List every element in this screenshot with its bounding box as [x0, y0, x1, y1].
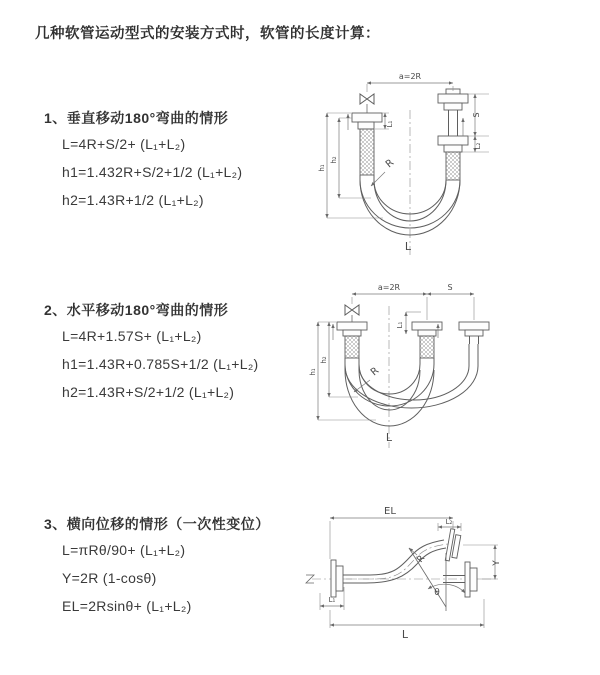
radius-leader: [354, 380, 370, 392]
h2-label: h₂: [330, 156, 338, 164]
section-3-formula-el: EL=2Rsinθ+ (L₁+L₂): [62, 598, 192, 614]
length-label: L: [385, 431, 393, 444]
span-label: a=2R: [398, 72, 422, 81]
length-label: L: [401, 628, 409, 641]
radius-label: R: [383, 157, 397, 171]
span-label: a=2R: [377, 283, 401, 292]
radius-label: R: [368, 365, 382, 379]
fit-left-label: L₁: [328, 596, 336, 604]
section-2-heading: 2、水平移动180°弯曲的情形: [44, 302, 229, 318]
flange-middle: [412, 322, 442, 336]
hose-s-curve: [343, 540, 446, 583]
section-1-formula-h1: h1=1.432R+S/2+1/2 (L₁+L₂): [62, 164, 243, 180]
flange-right-top: [445, 529, 461, 562]
section-1-heading: 1、垂直移动180°弯曲的情形: [44, 110, 229, 126]
fit-right-label: L₂: [445, 518, 453, 526]
section-2-formula-h1: h1=1.43R+0.785S+1/2 (L₁+L₂): [62, 356, 259, 372]
offset-label: Y: [492, 560, 502, 566]
centerline-hose: [343, 544, 448, 579]
diagram-vertical-bend: [305, 68, 595, 263]
hose-braid-right: [446, 152, 460, 180]
hose-braid-middle: [420, 336, 434, 358]
section-3-formula-length: L=πRθ/90+ (L₁+L₂): [62, 542, 186, 558]
radius-label: R: [415, 553, 428, 565]
page-title: 几种软管运动型式的安装方式时，软管的长度计算：: [35, 26, 380, 42]
h1-label: h₁: [309, 368, 317, 376]
hose-braid-left: [345, 336, 359, 358]
section-1-formula-h2: h2=1.43R+1/2 (L₁+L₂): [62, 192, 204, 208]
section-3-heading: 3、横向位移的情形（一次性变位）: [44, 516, 270, 532]
flange-right-bottom: [438, 136, 468, 152]
angle-label: θ: [434, 588, 440, 598]
el-label: EL: [384, 506, 396, 517]
fit-right-label: L₂: [474, 142, 482, 150]
valve-icon: [345, 305, 359, 322]
flange-right-bottom: [465, 562, 477, 597]
stroke-label: S: [472, 112, 481, 118]
h2-label: h₂: [320, 356, 328, 364]
fit-mid-label: L₁: [396, 321, 404, 329]
flange-right-top: [438, 89, 468, 110]
hose-braid-left: [360, 129, 374, 175]
flange-left: [352, 113, 382, 129]
diagram-lateral-displacement: [298, 503, 600, 648]
section-3-formula-y: Y=2R (1-cosθ): [62, 570, 157, 586]
section-2-formula-h2: h2=1.43R+S/2+1/2 (L₁+L₂): [62, 384, 235, 400]
pipe-right: [470, 336, 479, 344]
stroke-label: S: [447, 283, 453, 292]
valve-icon: [360, 84, 374, 113]
section-2-formula-length: L=4R+1.57S+ (L₁+L₂): [62, 328, 202, 344]
flange-left: [337, 322, 367, 336]
diagram-horizontal-bend: [306, 280, 596, 455]
h1-label: h₁: [318, 164, 326, 172]
section-1-formula-length: L=4R+S/2+ (L₁+L₂): [62, 136, 186, 152]
flange-right: [459, 322, 489, 336]
hose-u-curves: [345, 344, 478, 426]
radius-line: [409, 548, 446, 607]
flange-left: [331, 560, 343, 597]
pipe-right: [449, 110, 458, 136]
fit-left-label: L₁: [386, 120, 394, 128]
length-label: L: [404, 240, 412, 253]
